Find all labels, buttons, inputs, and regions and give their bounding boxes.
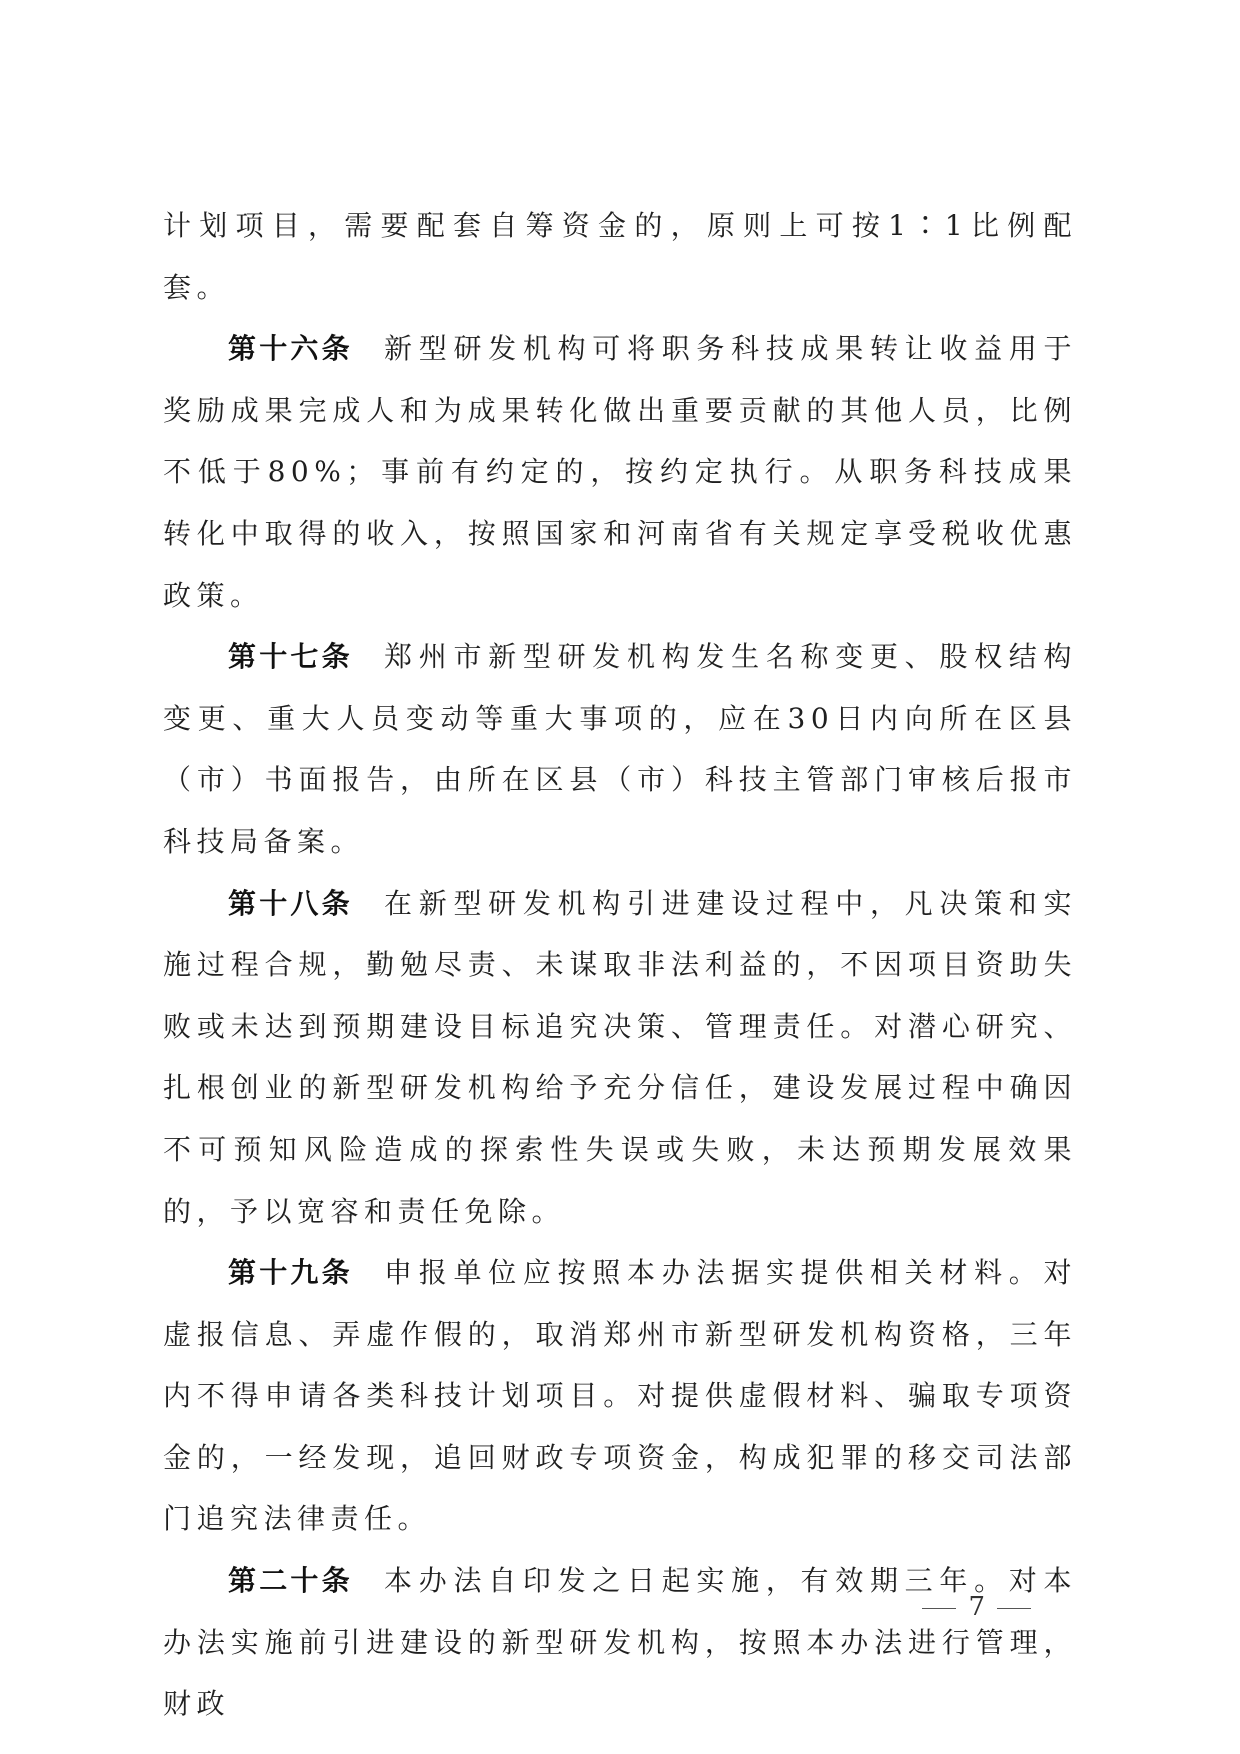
article-text: 本办法自印发之日起实施，有效期三年。对本办法实施前引进建设的新型研发机构，按照本办法进行管理，财政	[163, 1564, 1077, 1721]
article-text: 申报单位应按照本办法据实提供相关材料。对虚报信息、弄虚作假的，取消郑州市新型研发机构资格，三年内不得申请各类科技计划项目。对提供虚假材料、骗取专项资金的，一经发现，追回财政专项资金，构成犯罪的移交司法部门追究法律责任。	[163, 1256, 1077, 1536]
article-heading: 第十六条	[228, 332, 353, 366]
article-text: 新型研发机构可将职务科技成果转让收益用于奖励成果完成人和为成果转化做出重要贡献的其他人员，比例不低于80%；事前有约定的，按约定执行。从职务科技成果转化中取得的收入，按照国家和河南省有关规定享受税收优惠政策。	[163, 332, 1077, 612]
article-heading: 第十七条	[228, 640, 353, 674]
paragraph-text: 计划项目，需要配套自筹资金的，原则上可按1∶1比例配套。	[163, 209, 1077, 304]
article-text: 在新型研发机构引进建设过程中，凡决策和实施过程合规，勤勉尽责、未谋取非法利益的，不因项目资助失败或未达到预期建设目标追究决策、管理责任。对潜心研究、扎根创业的新型研发机构给予充分信任，建设发展过程中确因不可预知风险造成的探索性失误或失败，未达预期发展效果的，予以宽容和责任免除。	[163, 886, 1077, 1228]
page-number	[0, 1592, 1240, 1622]
page-number-value: 7	[968, 1592, 985, 1622]
article-heading: 第十九条	[228, 1256, 353, 1290]
article-17	[163, 626, 1077, 872]
paragraph-continuation	[163, 195, 1077, 318]
article-20	[163, 1550, 1077, 1735]
document-body	[163, 195, 1077, 1735]
article-19	[163, 1242, 1077, 1550]
article-16	[163, 318, 1077, 626]
article-18	[163, 873, 1077, 1243]
article-heading: 第二十条	[228, 1564, 353, 1598]
dash-left	[922, 1608, 956, 1609]
article-text: 郑州市新型研发机构发生名称变更、股权结构变更、重大人员变动等重大事项的，应在30日内向所在区县（市）书面报告，由所在区县（市）科技主管部门审核后报市科技局备案。	[163, 640, 1077, 858]
article-heading: 第十八条	[228, 886, 353, 920]
dash-right	[997, 1608, 1031, 1609]
